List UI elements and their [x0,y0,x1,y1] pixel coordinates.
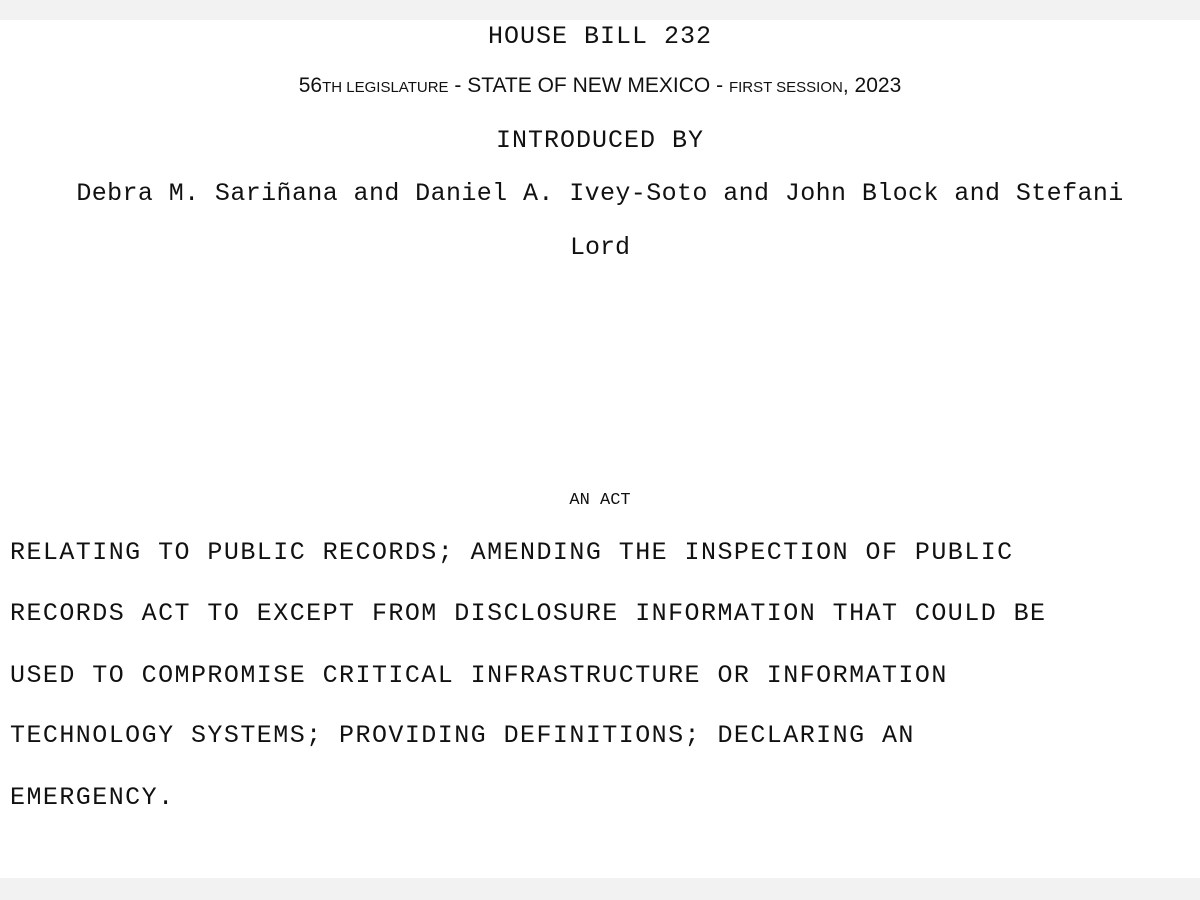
sponsors-line-1: Debra M. Sariñana and Daniel A. Ivey-Soto and John Block and Stefani [76,179,1124,208]
bill-title: HOUSE BILL 232 [487,22,713,51]
act-title-line-1: RELATING TO PUBLIC RECORDS; AMENDING THE INSPECTION OF PUBLIC [10,538,1014,567]
act-title-line-2: RECORDS ACT TO EXCEPT FROM DISCLOSURE INFORMATION THAT COULD BE [10,599,1047,628]
separator: - [710,74,729,97]
separator: - [448,74,468,97]
sponsors-line-2: Lord [569,233,630,262]
session-name: FIRST SESSION [728,79,843,96]
legislature-line [0,74,1200,98]
act-title-line-3: USED TO COMPROMISE CRITICAL INFRASTRUCTURE OR INFORMATION [10,661,948,690]
an-act-heading: AN ACT [569,491,631,510]
state-name: STATE OF NEW MEXICO [467,74,711,97]
document-page [0,20,1200,878]
act-title-line-5: EMERGENCY. [10,783,175,812]
act-title-line-4: TECHNOLOGY SYSTEMS; PROVIDING DEFINITIONS; DECLARING AN [10,721,915,750]
legislature-suffix: TH LEGISLATURE [322,79,449,96]
legislature-number: 56 [298,74,323,97]
introduced-by-label: INTRODUCED BY [495,126,705,155]
session-year: , 2023 [842,74,902,97]
